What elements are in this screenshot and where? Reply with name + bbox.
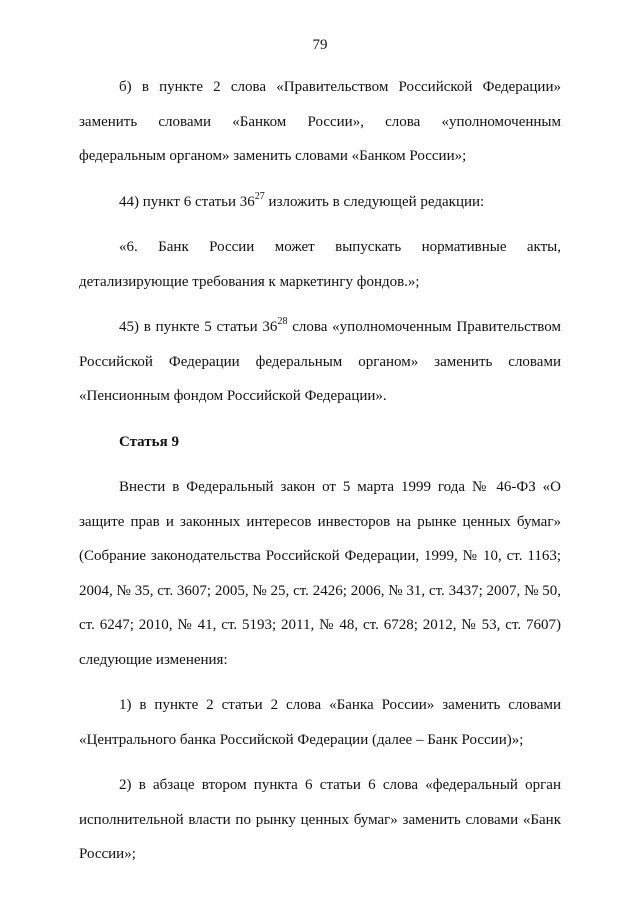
paragraph-b-point-2: б) в пункте 2 слова «Правительством Российской Федерации» заменить словами «Банком России», слова «уполномоченным федеральным органом» заменить словами «Банком России»; bbox=[79, 79, 561, 164]
paragraph-44-after: изложить в следующей редакции: bbox=[264, 193, 485, 210]
paragraph-45-after: слова «уполномоченным Правительством Российской Федерации федеральным органом» заменить словами «Пенсионным фондом Российской Федерации». bbox=[79, 319, 561, 404]
paragraph-new-point-6: «6. Банк России может выпускать нормативные акты, детализирующие требования к маркетингу фондов.»; bbox=[79, 239, 561, 290]
paragraph-article-9-intro: Внести в Федеральный закон от 5 марта 1999 года № 46-ФЗ «О защите прав и законных интересов инвесторов на рынке ценных бумаг» (Собрание законодательства Российской Федерации, 1999, № 10, ст. 1163; 2004, № 35, ст. 3607; 2005, № 25, ст. 2426; 2006, № 31, ст. 3437; 2007, № 50, ст. 6247; 2010, № 41, ст. 5193; 2011, № 48, ст. 6728; 2012, № 53, ст. 7607) следующие изменения: bbox=[79, 479, 561, 668]
paragraph-item-2: 2) в абзаце втором пункта 6 статьи 6 слова «федеральный орган исполнительной власти по рынку ценных бумаг» заменить словами «Банк России»; bbox=[79, 777, 561, 862]
article-9-heading: Статья 9 bbox=[119, 433, 179, 450]
paragraph-45-superscript: 28 bbox=[277, 316, 288, 327]
paragraph-45 bbox=[79, 310, 561, 414]
document-body bbox=[79, 70, 561, 883]
paragraph-44 bbox=[79, 185, 561, 220]
paragraph-item-1: 1) в пункте 2 статьи 2 слова «Банка России» заменить словами «Центрального банка Российской Федерации (далее – Банк России)»; bbox=[79, 697, 561, 748]
paragraph-44-superscript: 27 bbox=[254, 190, 265, 202]
page-number: 79 bbox=[312, 37, 328, 53]
paragraph-45-before: 45) в пункте 5 статьи 36 bbox=[119, 319, 278, 335]
paragraph-44-before: 44) пункт 6 статьи 36 bbox=[119, 193, 255, 210]
